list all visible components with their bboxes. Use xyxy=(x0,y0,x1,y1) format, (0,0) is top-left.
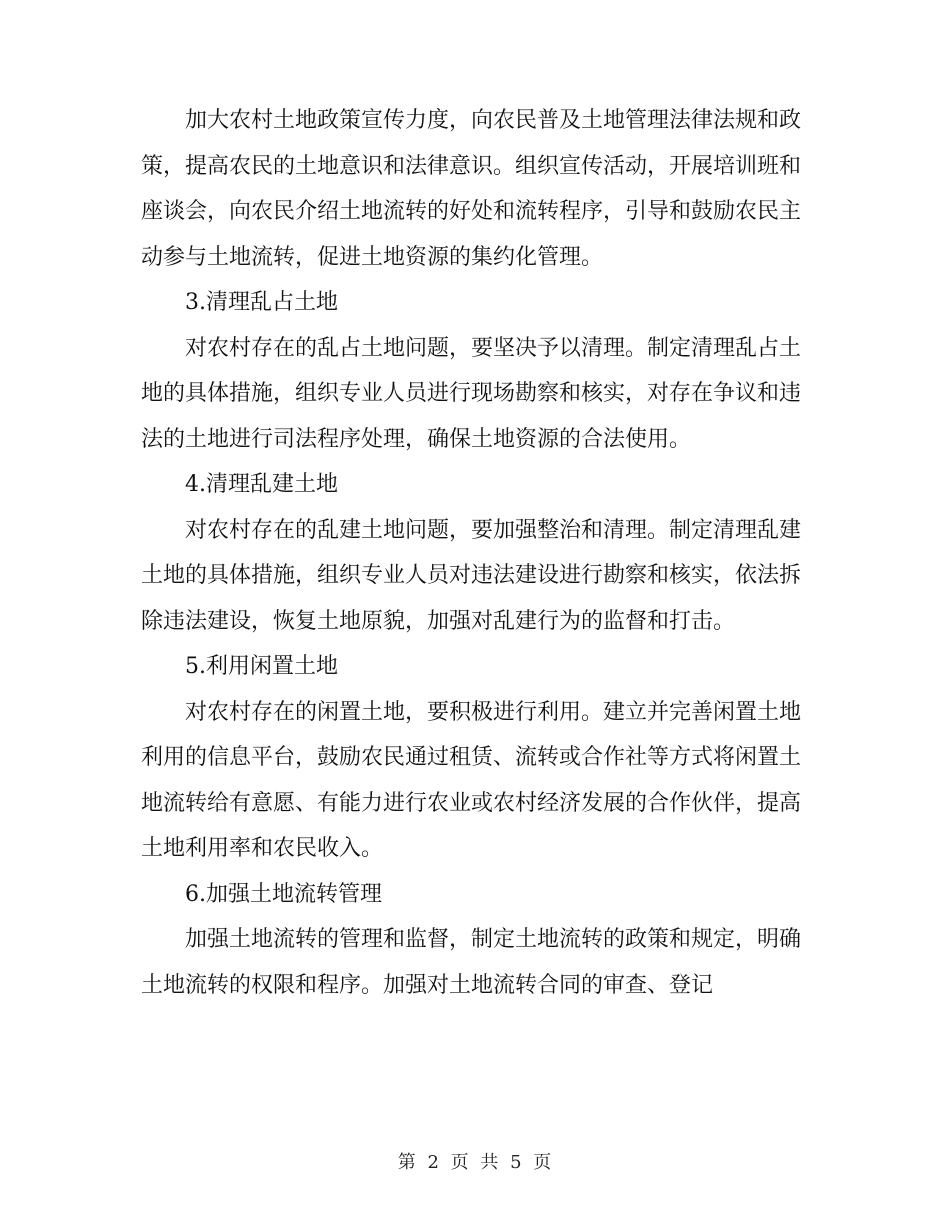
section-heading: 4.清理乱建土地 xyxy=(185,472,338,497)
body-paragraph: 对农村存在的乱占土地问题，要坚决予以清理。制定清理乱占土地的具体措施，组织专业人员进行现场勘察和核实，对存在争议和违法的土地进行司法程序处理，确保土地资源的合法使用。 xyxy=(141,335,802,452)
page-number-footer: 第 2 页 共 5 页 xyxy=(397,1152,553,1173)
body-paragraph: 加强土地流转的管理和监督，制定土地流转的政策和规定，明确土地流转的权限和程序。加强对土地流转合同的审查、登记 xyxy=(141,927,802,998)
section-heading: 6.加强土地流转管理 xyxy=(185,881,382,907)
section-heading: 5.利用闲置土地 xyxy=(185,654,338,679)
body-paragraph: 加大农村土地政策宣传力度，向农民普及土地管理法律法规和政策，提高农民的土地意识和法律意识。组织宣传活动，开展培训班和座谈会，向农民介绍土地流转的好处和流转程序，引导和鼓励农民主动参与土地流转，促进土地资源的集约化管理。 xyxy=(141,108,802,270)
body-paragraph: 对农村存在的闲置土地，要积极进行利用。建立并完善闲置土地利用的信息平台，鼓励农民通过租赁、流转或合作社等方式将闲置土地流转给有意愿、有能力进行农业或农村经济发展的合作伙伴，提高土地利用率和农民收入。 xyxy=(141,699,802,861)
document-body xyxy=(141,98,801,1008)
body-paragraph: 对农村存在的乱建土地问题，要加强整治和清理。制定清理乱建土地的具体措施，组织专业人员对违法建设进行勘察和核实，依法拆除违法建设，恢复土地原貌，加强对乱建行为的监督和打击。 xyxy=(141,517,802,634)
section-heading: 3.清理乱占土地 xyxy=(185,290,338,315)
